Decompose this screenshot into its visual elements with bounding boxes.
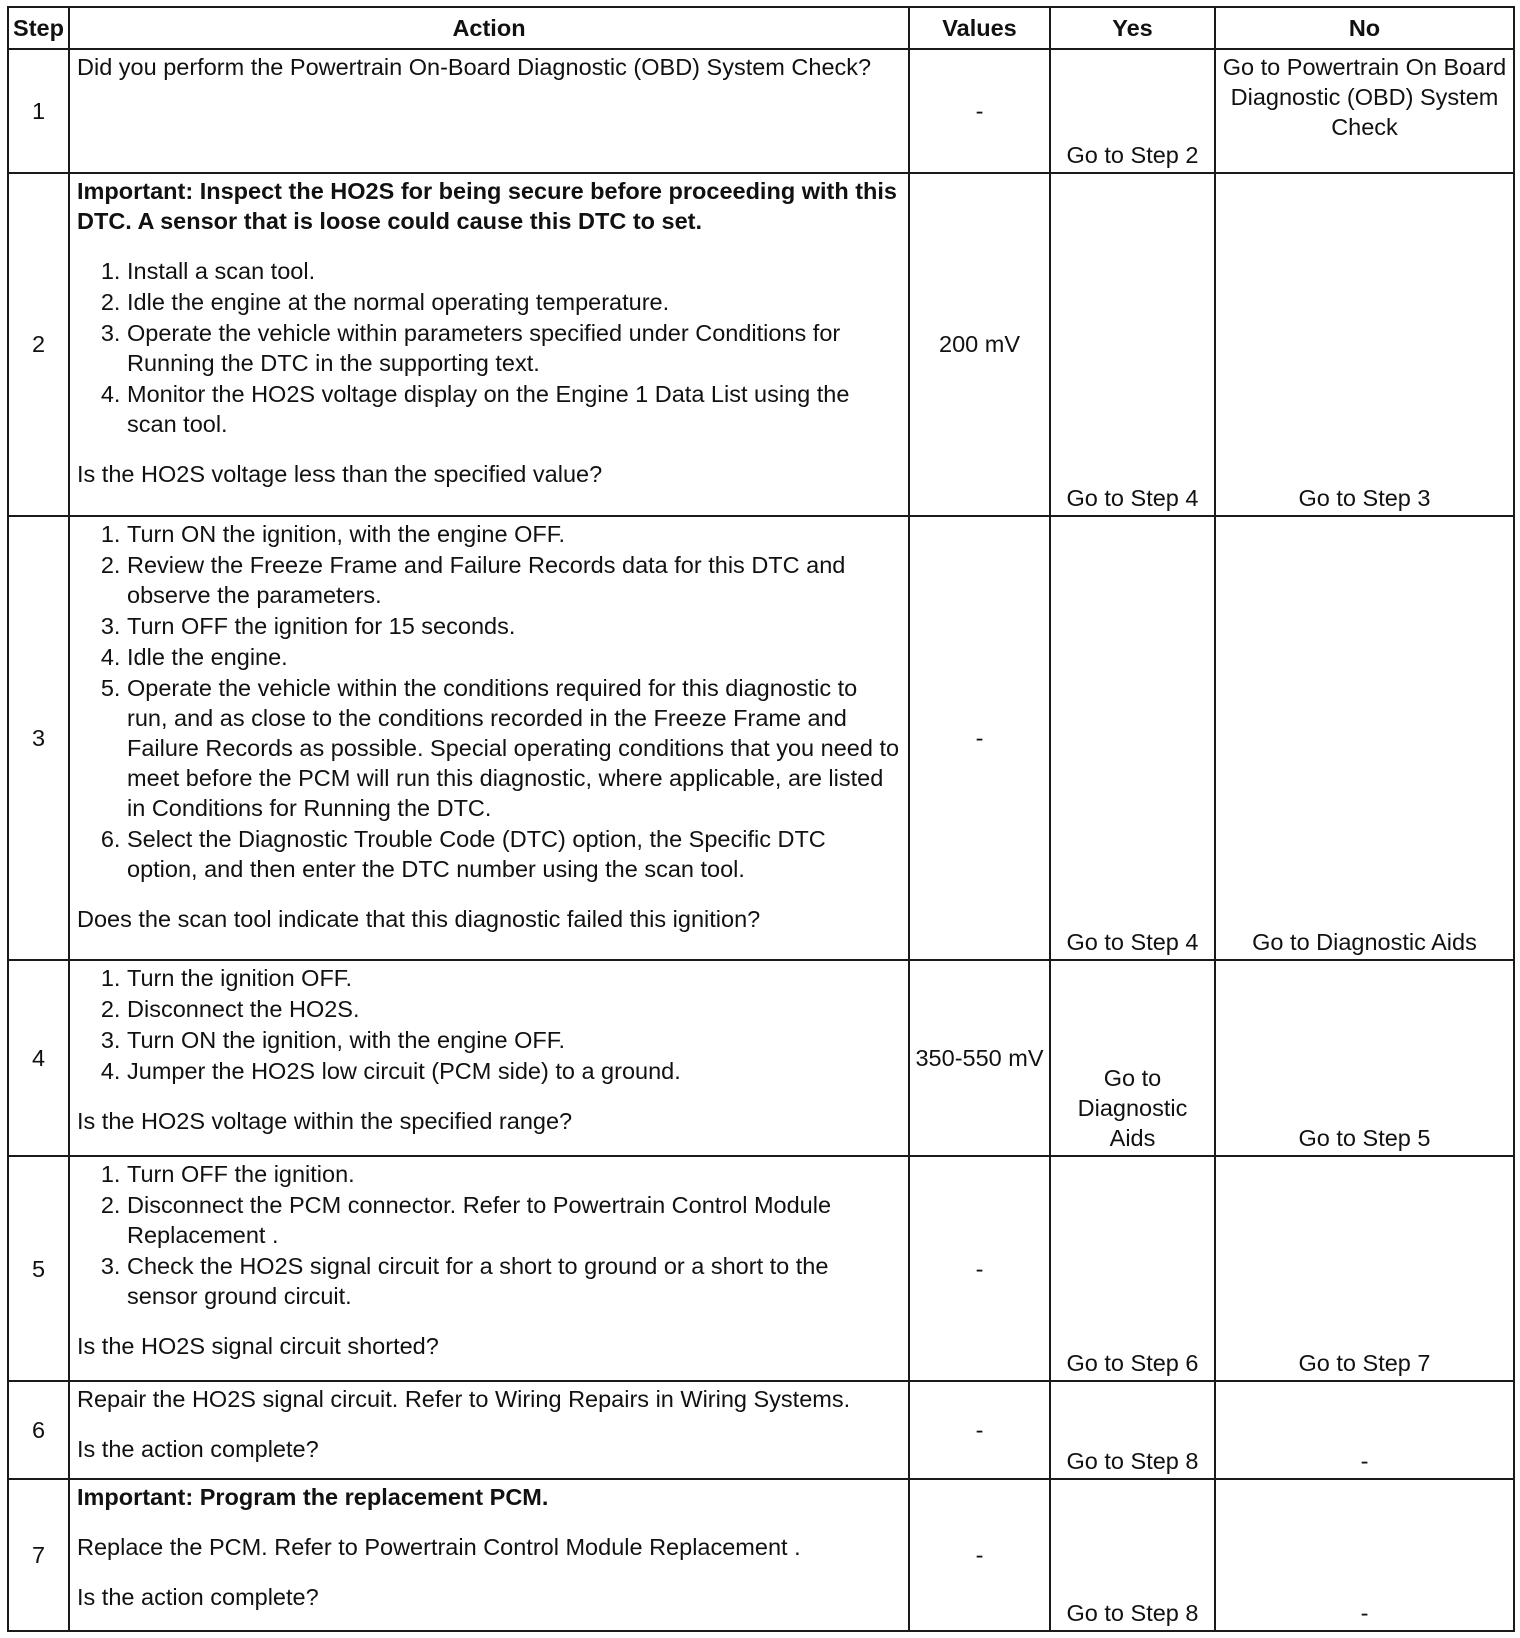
yes-cell: Go to Step 2 bbox=[1050, 49, 1215, 173]
step-number: 4 bbox=[8, 960, 69, 1156]
header-row bbox=[8, 7, 1514, 49]
step-number: 3 bbox=[8, 516, 69, 961]
list-item: 2. Disconnect the HO2S. bbox=[127, 994, 900, 1024]
list-item: 1. Turn OFF the ignition. bbox=[127, 1159, 900, 1189]
list-item: 6. Select the Diagnostic Trouble Code (DTC) option, the Specific DTC option, and then enter the DTC number using the scan tool. bbox=[127, 824, 900, 884]
table-row bbox=[8, 1479, 1514, 1631]
no-cell: Go to Powertrain On Board Diagnostic (OBD) System Check bbox=[1215, 49, 1514, 173]
action-cell bbox=[69, 1381, 909, 1479]
list-item: 2. Disconnect the PCM connector. Refer to Powertrain Control Module Replacement . bbox=[127, 1190, 900, 1250]
action-cell bbox=[69, 1479, 909, 1631]
header-action: Action bbox=[69, 7, 909, 49]
no-cell: Go to Diagnostic Aids bbox=[1215, 516, 1514, 961]
important-note: Important: Inspect the HO2S for being secure before proceeding with this DTC. A sensor that is loose could cause this DTC to set. bbox=[77, 178, 897, 235]
value-cell: - bbox=[909, 1381, 1050, 1479]
list-item: 3. Check the HO2S signal circuit for a short to ground or a short to the sensor ground circuit. bbox=[127, 1251, 900, 1311]
list-item: 5. Operate the vehicle within the conditions required for this diagnostic to run, and as close to the conditions recorded in the Freeze Frame and Failure Records as possible. Special operating conditions that you need to meet before the PCM will run this diagnostic, where applicable, are listed in Conditions for Running the DTC. bbox=[127, 673, 900, 823]
value-cell: - bbox=[909, 516, 1050, 961]
value-cell: - bbox=[909, 49, 1050, 173]
action-text: Replace the PCM. Refer to Powertrain Control Module Replacement . bbox=[77, 1533, 801, 1560]
question-text: Does the scan tool indicate that this diagnostic failed this ignition? bbox=[77, 905, 761, 932]
list-item: 3. Operate the vehicle within parameters specified under Conditions for Running the DTC in the supporting text. bbox=[127, 318, 900, 378]
list-item: 1. Install a scan tool. bbox=[127, 256, 900, 286]
action-cell bbox=[69, 960, 909, 1156]
list-item: 2. Review the Freeze Frame and Failure Records data for this DTC and observe the parameters. bbox=[127, 550, 900, 610]
table-row bbox=[8, 49, 1514, 173]
step-list bbox=[77, 1159, 900, 1311]
list-item: 4. Idle the engine. bbox=[127, 642, 900, 672]
table-row bbox=[8, 960, 1514, 1156]
action-cell bbox=[69, 49, 909, 173]
step-number: 6 bbox=[8, 1381, 69, 1479]
no-cell: - bbox=[1215, 1381, 1514, 1479]
header-step: Step bbox=[8, 7, 69, 49]
table-row bbox=[8, 516, 1514, 961]
step-number: 2 bbox=[8, 173, 69, 515]
action-cell bbox=[69, 1156, 909, 1380]
header-no: No bbox=[1215, 7, 1514, 49]
yes-cell: Go to Step 6 bbox=[1050, 1156, 1215, 1380]
question-text: Is the action complete? bbox=[77, 1583, 319, 1610]
no-cell: Go to Step 7 bbox=[1215, 1156, 1514, 1380]
yes-cell: Go to Step 8 bbox=[1050, 1381, 1215, 1479]
step-list bbox=[77, 519, 900, 884]
value-cell: 200 mV bbox=[909, 173, 1050, 515]
list-item: 3. Turn ON the ignition, with the engine OFF. bbox=[127, 1025, 900, 1055]
question-text: Is the HO2S signal circuit shorted? bbox=[77, 1333, 439, 1360]
step-list bbox=[77, 256, 900, 439]
table-row bbox=[8, 173, 1514, 515]
header-yes: Yes bbox=[1050, 7, 1215, 49]
header-values: Values bbox=[909, 7, 1050, 49]
action-cell bbox=[69, 516, 909, 961]
action-cell bbox=[69, 173, 909, 515]
no-cell: - bbox=[1215, 1479, 1514, 1631]
important-note: Important: Program the replacement PCM. bbox=[77, 1483, 549, 1510]
diagnostic-table bbox=[7, 6, 1515, 1632]
value-cell: - bbox=[909, 1479, 1050, 1631]
step-number: 5 bbox=[8, 1156, 69, 1380]
list-item: 4. Jumper the HO2S low circuit (PCM side) to a ground. bbox=[127, 1056, 900, 1086]
table-row bbox=[8, 1156, 1514, 1380]
list-item: 4. Monitor the HO2S voltage display on the Engine 1 Data List using the scan tool. bbox=[127, 379, 900, 439]
question-text: Is the action complete? bbox=[77, 1435, 319, 1462]
yes-cell: Go to Step 4 bbox=[1050, 173, 1215, 515]
no-cell: Go to Step 5 bbox=[1215, 960, 1514, 1156]
step-list bbox=[77, 963, 900, 1086]
step-number: 7 bbox=[8, 1479, 69, 1631]
list-item: 1. Turn ON the ignition, with the engine OFF. bbox=[127, 519, 900, 549]
list-item: 2. Idle the engine at the normal operating temperature. bbox=[127, 287, 900, 317]
action-text: Did you perform the Powertrain On-Board Diagnostic (OBD) System Check? bbox=[77, 54, 872, 80]
yes-cell: Go to Step 4 bbox=[1050, 516, 1215, 961]
yes-cell: Go to Diagnostic Aids bbox=[1050, 960, 1215, 1156]
value-cell: 350-550 mV bbox=[909, 960, 1050, 1156]
step-number: 1 bbox=[8, 49, 69, 173]
question-text: Is the HO2S voltage within the specified range? bbox=[77, 1108, 573, 1135]
no-cell: Go to Step 3 bbox=[1215, 173, 1514, 515]
question-text: Is the HO2S voltage less than the specified value? bbox=[77, 461, 603, 488]
yes-cell: Go to Step 8 bbox=[1050, 1479, 1215, 1631]
list-item: 3. Turn OFF the ignition for 15 seconds. bbox=[127, 611, 900, 641]
table-row bbox=[8, 1381, 1514, 1479]
list-item: 1. Turn the ignition OFF. bbox=[127, 963, 900, 993]
value-cell: - bbox=[909, 1156, 1050, 1380]
action-text: Repair the HO2S signal circuit. Refer to Wiring Repairs in Wiring Systems. bbox=[77, 1385, 851, 1412]
